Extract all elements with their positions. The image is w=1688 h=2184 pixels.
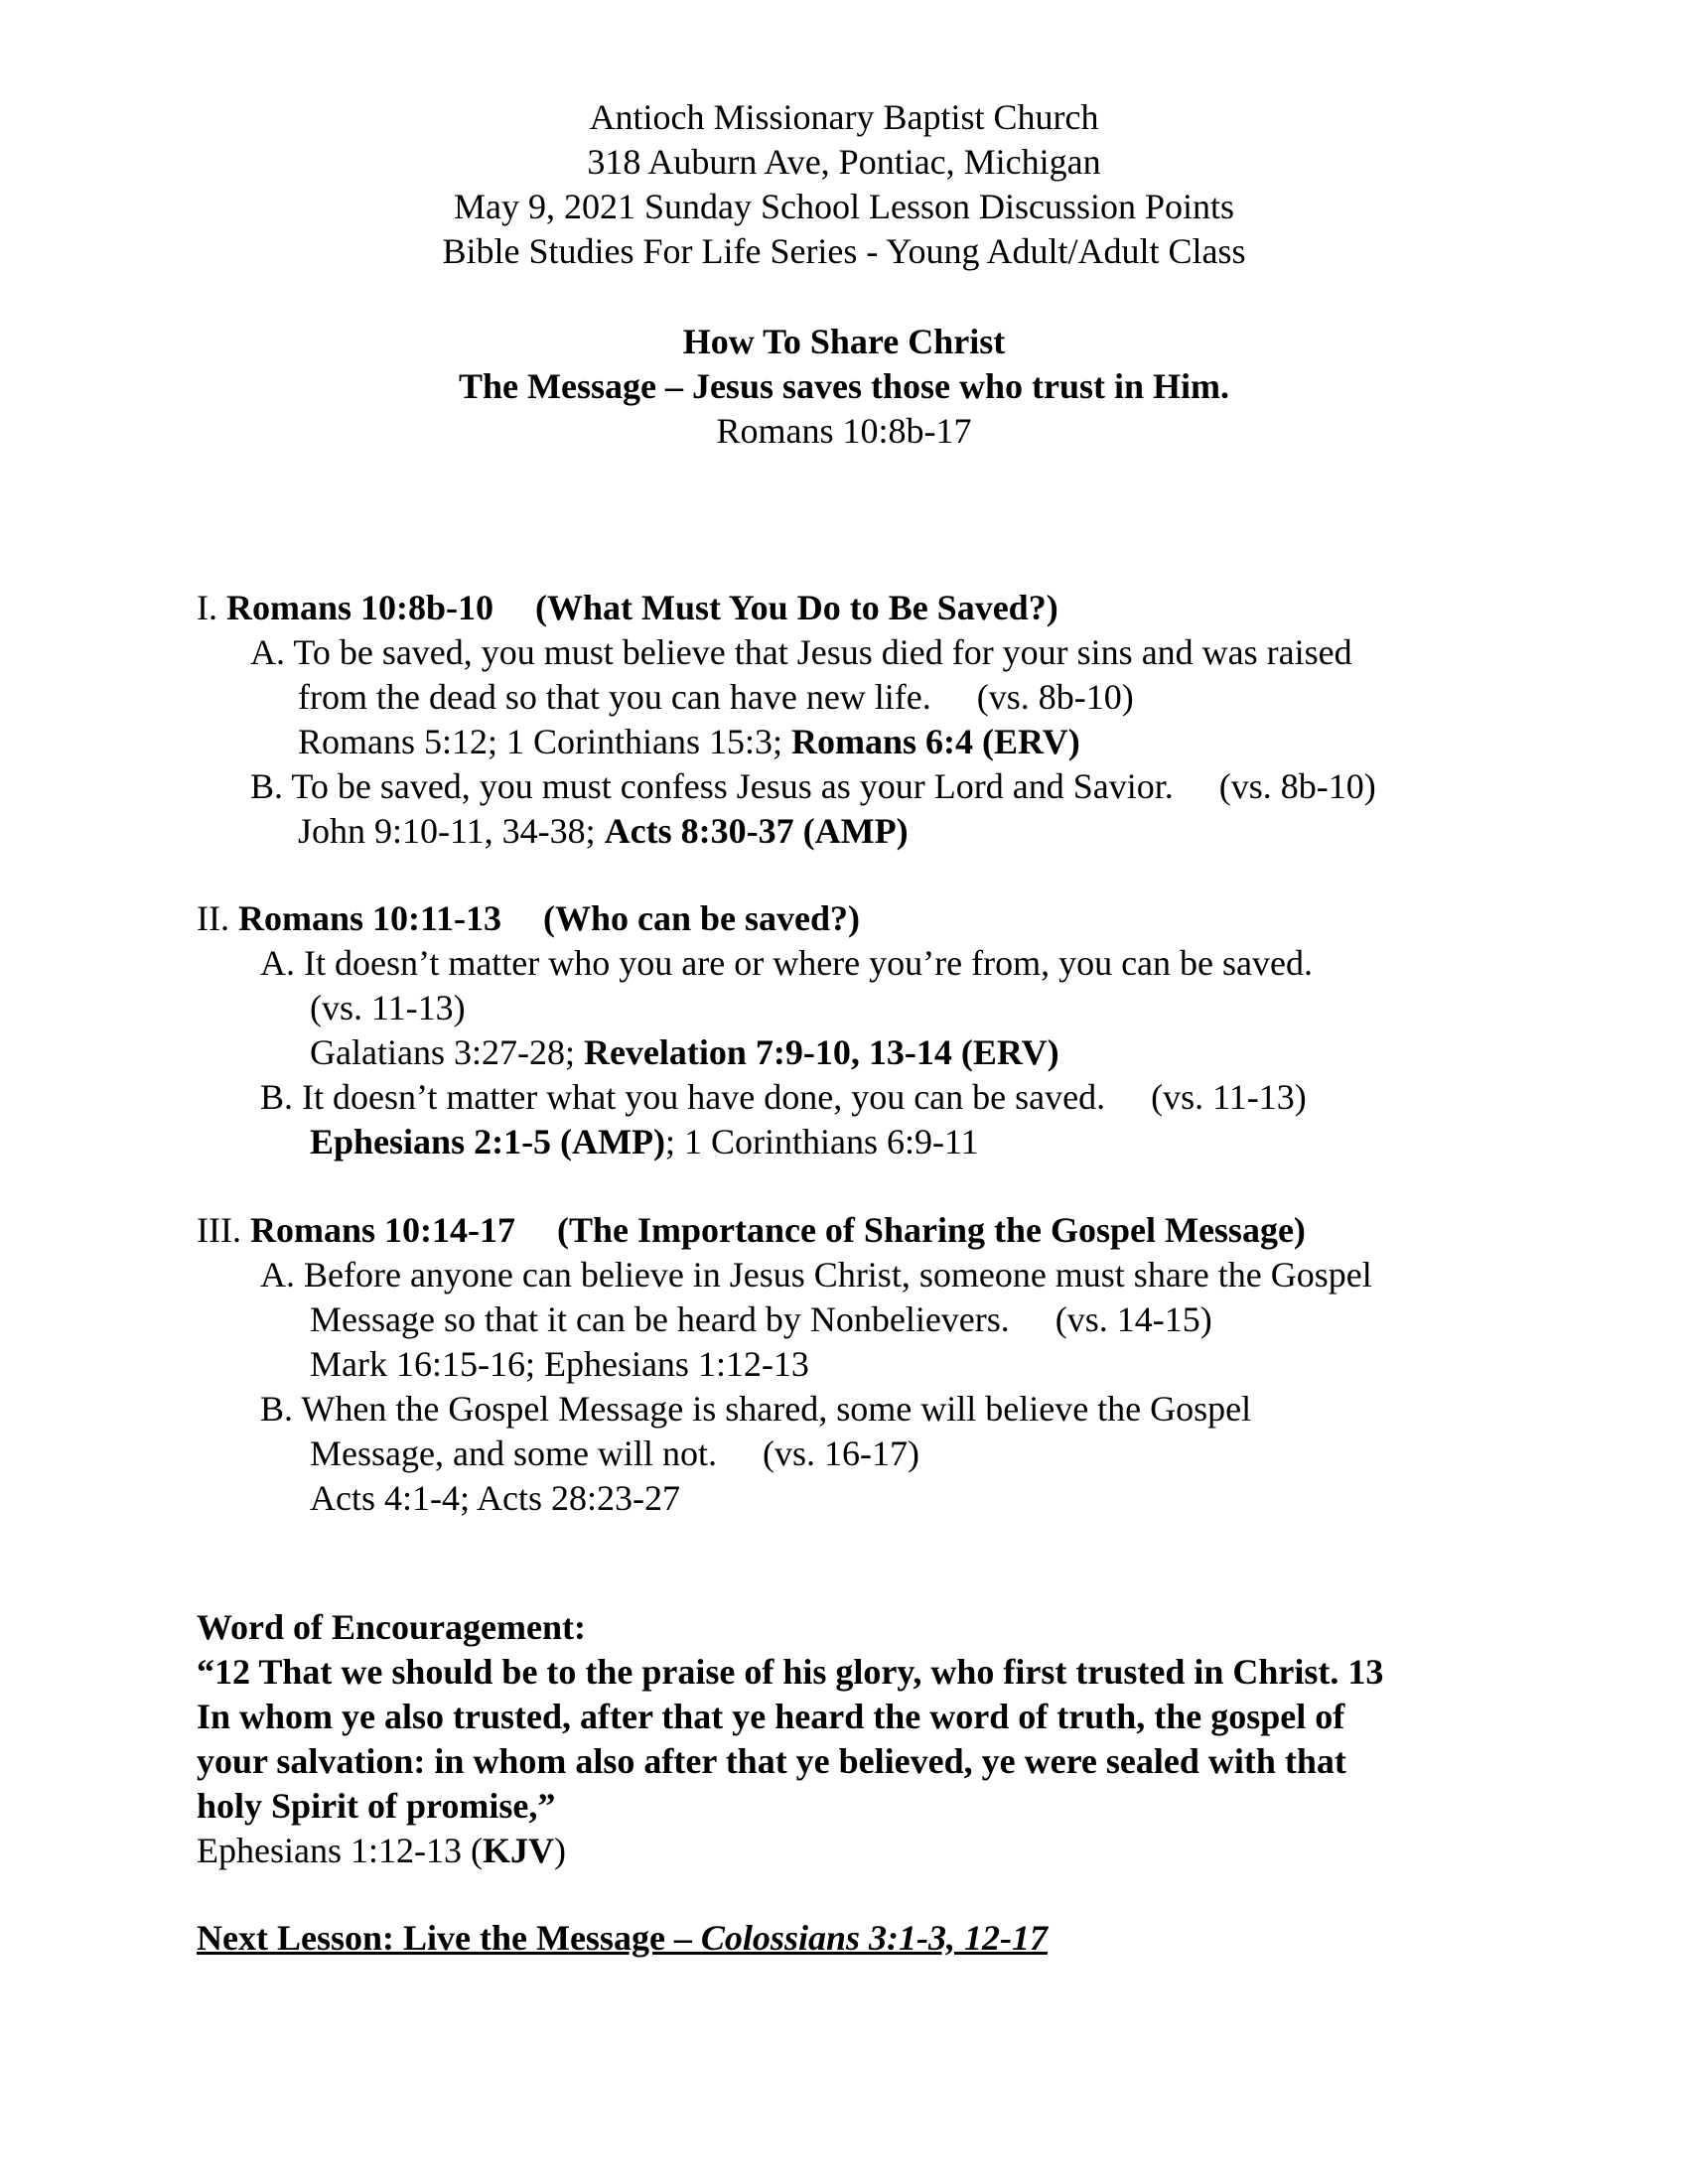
church-address: 318 Auburn Ave, Pontiac, Michigan xyxy=(587,142,1101,182)
point-letter: B. xyxy=(260,1389,294,1429)
reference-version: KJV xyxy=(482,1831,554,1870)
point-text: It doesn’t matter who you are or where you’re from, you can be saved. xyxy=(304,943,1313,983)
section-heading xyxy=(197,896,860,941)
lesson-date-line: May 9, 2021 Sunday School Lesson Discussion Points xyxy=(453,187,1235,226)
point-letter: A. xyxy=(260,1255,295,1295)
lesson-title-block xyxy=(0,320,1688,454)
point-references xyxy=(310,1030,1059,1075)
reference-text: Romans 5:12; 1 Corinthians 15:3; xyxy=(298,722,792,761)
point-line xyxy=(260,1387,1251,1432)
encouragement-quote-line: “12 That we should be to the praise of his glory, who first trusted in Christ. 13 xyxy=(197,1652,1384,1692)
point-text: Message so that it can be heard by Nonbelievers. xyxy=(310,1299,1010,1339)
encouragement-quote-line: your salvation: in whom also after that ye believed, ye were sealed with that xyxy=(197,1741,1346,1781)
point-line xyxy=(310,1297,1212,1342)
section-heading xyxy=(197,1208,1306,1253)
point-letter: B. xyxy=(250,766,284,806)
reference-text: Galatians 3:27-28; xyxy=(310,1032,584,1072)
encouragement-label: Word of Encouragement: xyxy=(197,1607,586,1647)
point-text: To be saved, you must believe that Jesus died for your sins and was raised xyxy=(293,632,1352,672)
church-name: Antioch Missionary Baptist Church xyxy=(589,97,1099,137)
section-passage: Romans 10:8b-10 xyxy=(226,588,494,627)
series-line: Bible Studies For Life Series - Young Adult/Adult Class xyxy=(442,231,1246,271)
reference-text: Acts 4:1-4; Acts 28:23-27 xyxy=(310,1478,680,1518)
point-line xyxy=(250,764,1376,809)
point-line xyxy=(250,630,1352,675)
point-verses: (vs. 8b-10) xyxy=(1218,766,1376,806)
point-verses-line xyxy=(310,986,466,1030)
point-verses: (vs. 8b-10) xyxy=(976,677,1134,717)
point-line xyxy=(260,1075,1307,1120)
point-letter: B. xyxy=(260,1077,294,1117)
section-passage: Romans 10:11-13 xyxy=(237,898,501,938)
section-numeral: II. xyxy=(197,898,229,938)
reference-highlight: Acts 8:30-37 (AMP) xyxy=(604,811,909,851)
point-references xyxy=(298,720,1080,764)
section-numeral: I. xyxy=(197,588,217,627)
reference-close: ) xyxy=(553,1831,566,1870)
point-text: Before anyone can believe in Jesus Christ, someone must share the Gospel xyxy=(304,1255,1372,1295)
point-text: It doesn’t matter what you have done, you can be saved. xyxy=(302,1077,1106,1117)
point-references xyxy=(310,1476,680,1521)
point-letter: A. xyxy=(250,632,285,672)
section-heading xyxy=(197,586,1058,630)
point-line xyxy=(260,1253,1372,1297)
section-passage: Romans 10:14-17 xyxy=(249,1210,515,1250)
point-references xyxy=(310,1342,809,1387)
point-line xyxy=(260,941,1313,986)
encouragement-quote-line: holy Spirit of promise,” xyxy=(197,1786,556,1826)
encouragement-reference xyxy=(197,1829,566,1873)
section-heading-text: (The Importance of Sharing the Gospel Message) xyxy=(556,1210,1306,1250)
reference-text: Mark 16:15-16; Ephesians 1:12-13 xyxy=(310,1344,809,1384)
point-references xyxy=(310,1120,979,1164)
church-header xyxy=(0,95,1688,274)
section-heading-text: (Who can be saved?) xyxy=(543,898,861,938)
point-verses: (vs. 16-17) xyxy=(762,1433,919,1473)
section-heading-text: (What Must You Do to Be Saved?) xyxy=(535,588,1058,627)
point-text: To be saved, you must confess Jesus as your Lord and Savior. xyxy=(291,766,1174,806)
point-verses: (vs. 14-15) xyxy=(1055,1299,1212,1339)
point-references xyxy=(298,809,909,854)
reference-text: John 9:10-11, 34-38; xyxy=(298,811,605,851)
point-line xyxy=(310,1432,919,1476)
point-line xyxy=(298,675,1134,720)
lesson-title: How To Share Christ xyxy=(682,322,1006,361)
encouragement-quote-line: In whom ye also trusted, after that ye heard the word of truth, the gospel of xyxy=(197,1697,1345,1736)
point-text: Message, and some will not. xyxy=(310,1433,717,1473)
section-numeral: III. xyxy=(197,1210,241,1250)
point-letter: A. xyxy=(260,943,295,983)
point-verses: (vs. 11-13) xyxy=(310,988,466,1027)
lesson-scripture: Romans 10:8b-17 xyxy=(716,411,972,451)
reference-highlight: Revelation 7:9-10, 13-14 (ERV) xyxy=(583,1032,1059,1072)
reference-highlight: Romans 6:4 (ERV) xyxy=(791,722,1080,761)
point-text: When the Gospel Message is shared, some will believe the Gospel xyxy=(301,1389,1252,1429)
next-lesson xyxy=(197,1916,1048,1961)
reference-highlight: Ephesians 2:1-5 (AMP) xyxy=(310,1122,665,1161)
lesson-subtitle: The Message – Jesus saves those who trust in Him. xyxy=(458,366,1229,406)
reference-text: ; 1 Corinthians 6:9-11 xyxy=(665,1122,979,1161)
point-verses: (vs. 11-13) xyxy=(1151,1077,1307,1117)
point-text: from the dead so that you can have new life. xyxy=(298,677,931,717)
next-lesson-label: Next Lesson: Live the Message – xyxy=(197,1918,701,1958)
reference-text: Ephesians 1:12-13 ( xyxy=(197,1831,483,1870)
next-lesson-passage: Colossians 3:1-3, 12-17 xyxy=(700,1918,1048,1958)
